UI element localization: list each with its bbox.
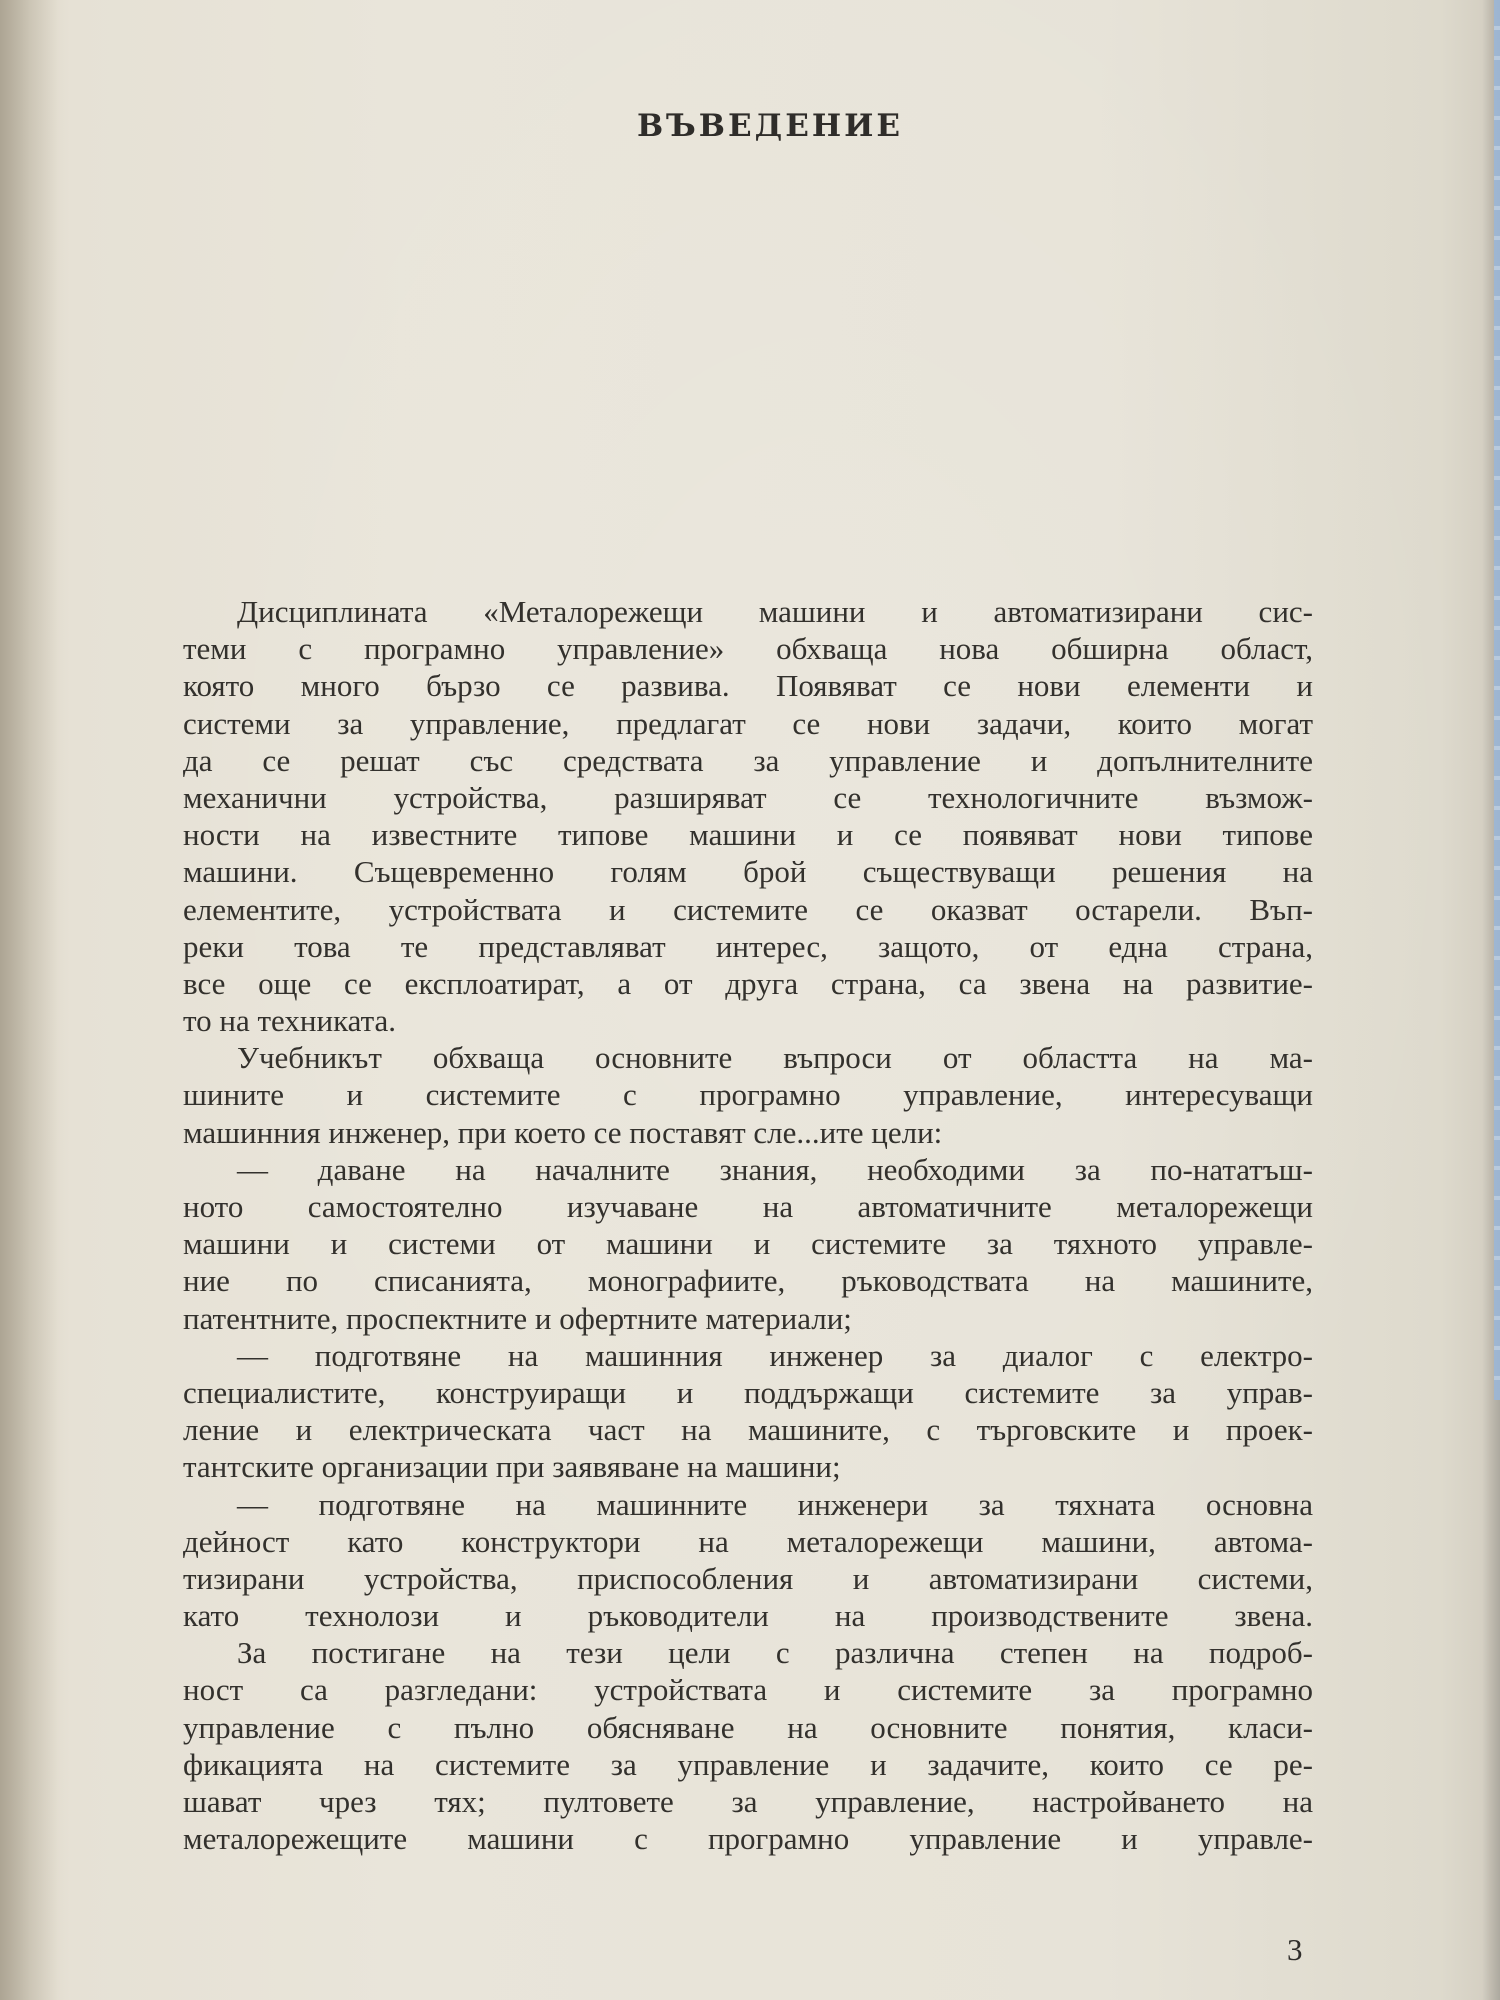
text-line: машини и системи от машини и системите за тяхното управле- — [183, 1226, 1313, 1262]
text-line: За постигане на тези цели с различна степен на подроб- — [237, 1635, 1313, 1671]
text-line: шават чрез тях; пултовете за управление, настройването на — [183, 1784, 1313, 1819]
text-line: машинния инженер, при което се поставят сле...ите цели: — [183, 1114, 943, 1150]
text-line: специалистите, конструиращи и поддържащи системите за управ- — [183, 1374, 1313, 1410]
text-line: — подготвяне на машинните инженери за тяхната основна — [237, 1486, 1313, 1522]
text-line: все още се експлоатират, а от друга страна, са звена на развитие- — [183, 965, 1313, 1001]
text-line: тизирани устройства, приспособления и автоматизирани системи, — [183, 1560, 1313, 1596]
text-line: шините и системите с програмно управление, интересуващи — [183, 1077, 1313, 1113]
text-line: патентните, проспектните и офертните материали; — [183, 1300, 852, 1336]
text-line: като технолози и ръководители на производствените звена. — [183, 1598, 1313, 1634]
text-line: ние по списанията, монографиите, ръководствата на машините, — [183, 1263, 1313, 1299]
text-line: механични устройства, разширяват се технологичните възмож- — [183, 779, 1313, 815]
text-line: ното самостоятелно изучаване на автоматичните металорежещи — [183, 1189, 1313, 1224]
text-line: металорежещите машини с програмно управление и управле- — [183, 1821, 1313, 1857]
text-line: Учебникът обхваща основните въпроси от областта на ма- — [237, 1040, 1313, 1076]
text-line: тантските организации при заявяване на машини; — [183, 1449, 841, 1485]
body-text — [183, 593, 1313, 1857]
text-line: ности на известните типове машини и се появяват нови типове — [183, 817, 1313, 853]
text-line: ление и електрическата част на машините, с търговските и проек- — [183, 1412, 1313, 1448]
text-line: — подготвяне на машинния инженер за диалог с електро- — [237, 1337, 1313, 1373]
text-line: фикацията на системите за управление и задачите, които се ре- — [183, 1746, 1313, 1782]
text-line: — даване на началните знания, необходими за по-нататъш- — [237, 1151, 1313, 1187]
text-line: то на техниката. — [183, 1003, 397, 1039]
page-number: 3 — [1287, 1932, 1303, 1967]
text-line: реки това те представляват интерес, защото, от една страна, — [183, 928, 1313, 964]
text-line: машини. Същевременно голям брой съществуващи решения на — [183, 854, 1313, 890]
text-line: теми с програмно управление» обхваща нова обширна област, — [183, 631, 1313, 667]
text-line: системи за управление, предлагат се нови задачи, които могат — [183, 705, 1313, 741]
text-line: дейност като конструктори на металорежещи машини, автома- — [183, 1523, 1313, 1559]
text-line: Дисциплината «Металорежещи машини и автоматизирани сис- — [237, 594, 1313, 629]
page-title: ВЪВЕДЕНИЕ — [636, 108, 904, 144]
text-line: ност са разгледани: устройствата и системите за програмно — [183, 1672, 1313, 1708]
blue-paper-edge — [1494, 0, 1500, 1400]
text-line: управление с пълно обясняване на основните понятия, класи- — [183, 1709, 1313, 1745]
text-line: да се решат със средствата за управление и допълнителните — [183, 742, 1313, 778]
text-line: елементите, устройствата и системите се оказват остарели. Въп- — [183, 891, 1313, 927]
text-line: която много бързо се развива. Появяват се нови елементи и — [183, 668, 1313, 704]
